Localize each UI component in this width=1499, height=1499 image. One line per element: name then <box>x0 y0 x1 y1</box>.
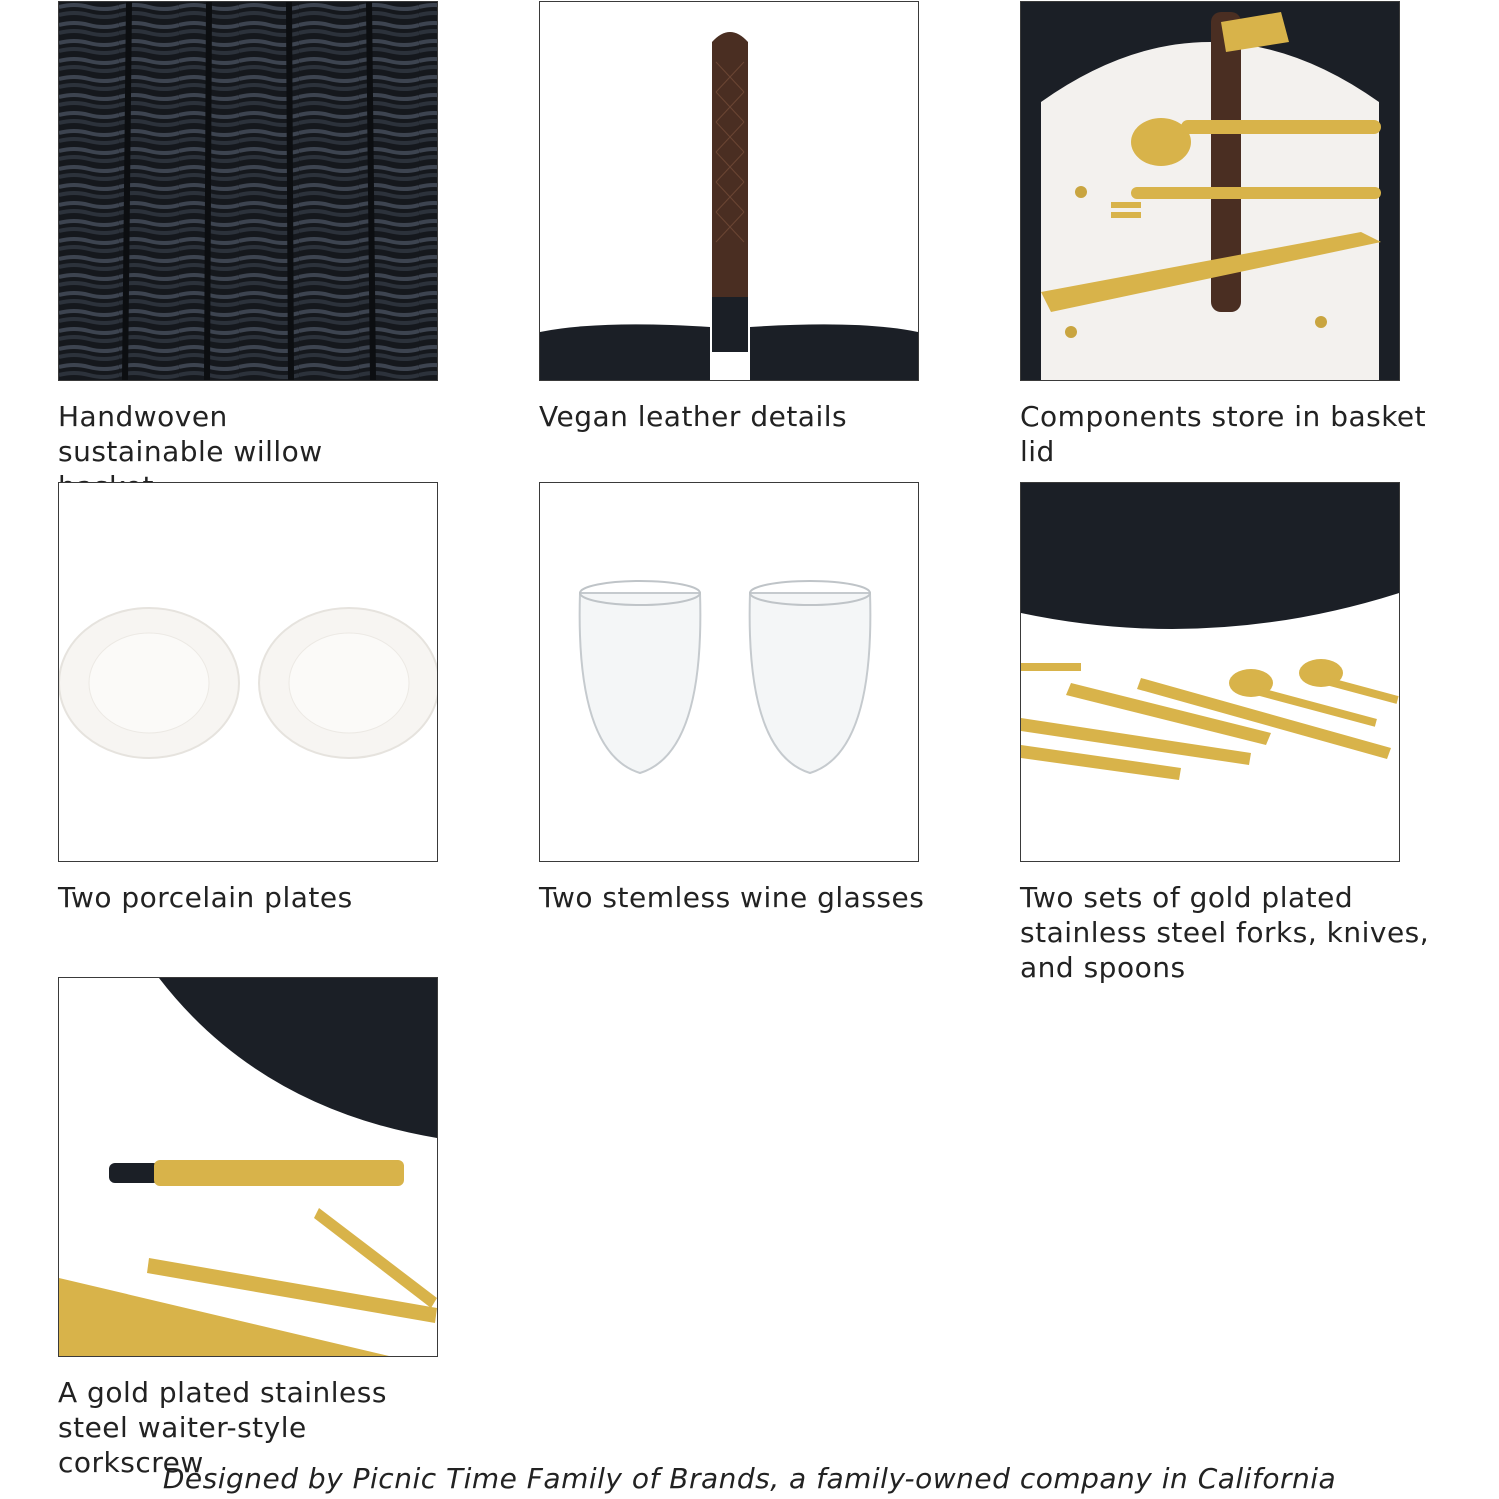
caption-flatware: Two sets of gold plated stainless steel forks, knives, and spoons <box>1020 881 1430 984</box>
basket-weave-photo <box>58 1 438 381</box>
caption-plates: Two porcelain plates <box>58 881 353 914</box>
flatware-photo <box>1020 482 1400 862</box>
corkscrew-photo <box>58 977 438 1357</box>
caption-leather: Vegan leather details <box>539 400 848 433</box>
plates-photo <box>58 482 438 862</box>
caption-lid: Components store in basket lid <box>1020 400 1427 468</box>
caption-glasses: Two stemless wine glasses <box>539 881 925 914</box>
caption-corkscrew: A gold plated stainless steel waiter-style corkscrew <box>58 1376 387 1479</box>
glasses-photo <box>539 482 919 862</box>
caption-basket: Handwoven sustainable willow <box>58 400 323 468</box>
brand-footer: Designed by Picnic Time Family of Brands, a family-owned company in California <box>162 1462 1337 1495</box>
lid-components-photo <box>1020 1 1400 381</box>
leather-handle-photo <box>539 1 919 381</box>
